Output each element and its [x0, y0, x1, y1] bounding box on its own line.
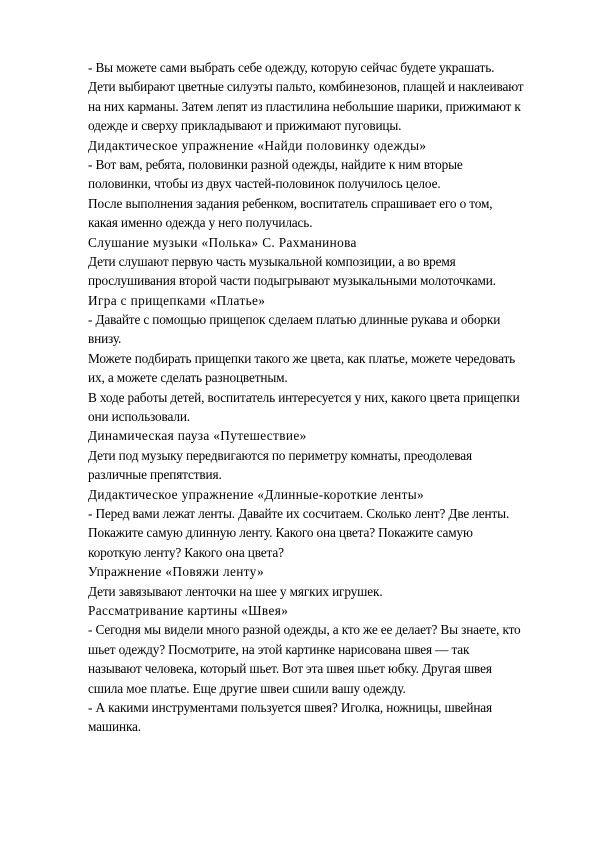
document-body: [88, 58, 558, 737]
text-line: половинки, чтобы из двух частей-половинок получилось целое.: [88, 176, 441, 192]
text-line: их, а можете сделать разноцветным.: [88, 370, 288, 386]
text-line: короткую ленту? Какого она цвета?: [88, 544, 284, 560]
section-heading: Слушание музыки «Полька» С. Рахманинова: [88, 234, 357, 250]
text-line: шьет одежду? Посмотрите, на этой картинке нарисована швея — так: [88, 641, 470, 657]
text-line: прослушивания второй части подыгрывают музыкальными молоточками.: [88, 273, 496, 289]
text-line: В ходе работы детей, воспитатель интересуется у них, какого цвета прищепки: [88, 389, 520, 405]
section-heading: Рассматривание картины «Швея»: [88, 602, 289, 618]
text-line: - Давайте с помощью прищепок сделаем платью длинные рукава и оборки: [88, 312, 501, 328]
section-heading: Игра с прищепками «Платье»: [88, 292, 266, 308]
section-heading: Упражнение «Повяжи ленту»: [88, 564, 264, 580]
text-line: - Сегодня мы видели много разной одежды, а кто же ее делает? Вы знаете, кто: [88, 622, 521, 638]
text-line: - А какими инструментами пользуется швея? Иголка, ножницы, швейная: [88, 699, 493, 715]
text-line: Дети под музыку передвигаются по периметру комнаты, преодолевая: [88, 447, 472, 463]
text-line: они использовали.: [88, 409, 190, 425]
text-line: - Вы можете сами выбрать себе одежду, которую сейчас будете украшать.: [88, 60, 495, 75]
text-line: После выполнения задания ребенком, воспитатель спрашивает его о том,: [88, 195, 493, 211]
text-line: называют человека, который шьет. Вот эта швея шьет юбку. Другая швея: [88, 661, 492, 677]
section-heading: Дидактическое упражнение «Длинные-короткие ленты»: [88, 486, 425, 502]
text-line: Дети выбирают цветные силуэты пальто, комбинезонов, плащей и наклеивают: [88, 79, 524, 95]
text-line: Дети завязывают ленточки на шее у мягких игрушек.: [88, 583, 383, 599]
text-line: внизу.: [88, 331, 122, 347]
text-line: одежде и сверху прикладывают и прижимают пуговицы.: [88, 118, 402, 134]
text-line: различные препятствия.: [88, 467, 222, 483]
section-heading: Дидактическое упражнение «Найди половинку одежды»: [88, 137, 427, 153]
text-line: - Вот вам, ребята, половинки разной одежды, найдите к ним вторые: [88, 156, 463, 172]
text-line: Дети слушают первую часть музыкальной композиции, а во время: [88, 253, 456, 269]
text-line: - Перед вами лежат ленты. Давайте их сосчитаем. Сколько лент? Две ленты.: [88, 505, 510, 521]
text-line: сшила мое платье. Еще другие швеи сшили вашу одежду.: [88, 680, 406, 696]
text-line: Покажите самую длинную ленту. Какого она цвета? Покажите самую: [88, 525, 473, 541]
text-line: на них карманы. Затем лепят из пластилина небольшие шарики, прижимают к: [88, 98, 521, 114]
text-line: машинка.: [88, 719, 141, 735]
section-heading: Динамическая пауза «Путешествие»: [88, 428, 307, 444]
text-line: какая именно одежда у него получилась.: [88, 215, 313, 231]
text-line: Можете подбирать прищепки такого же цвета, как платье, можете чередовать: [88, 350, 516, 366]
